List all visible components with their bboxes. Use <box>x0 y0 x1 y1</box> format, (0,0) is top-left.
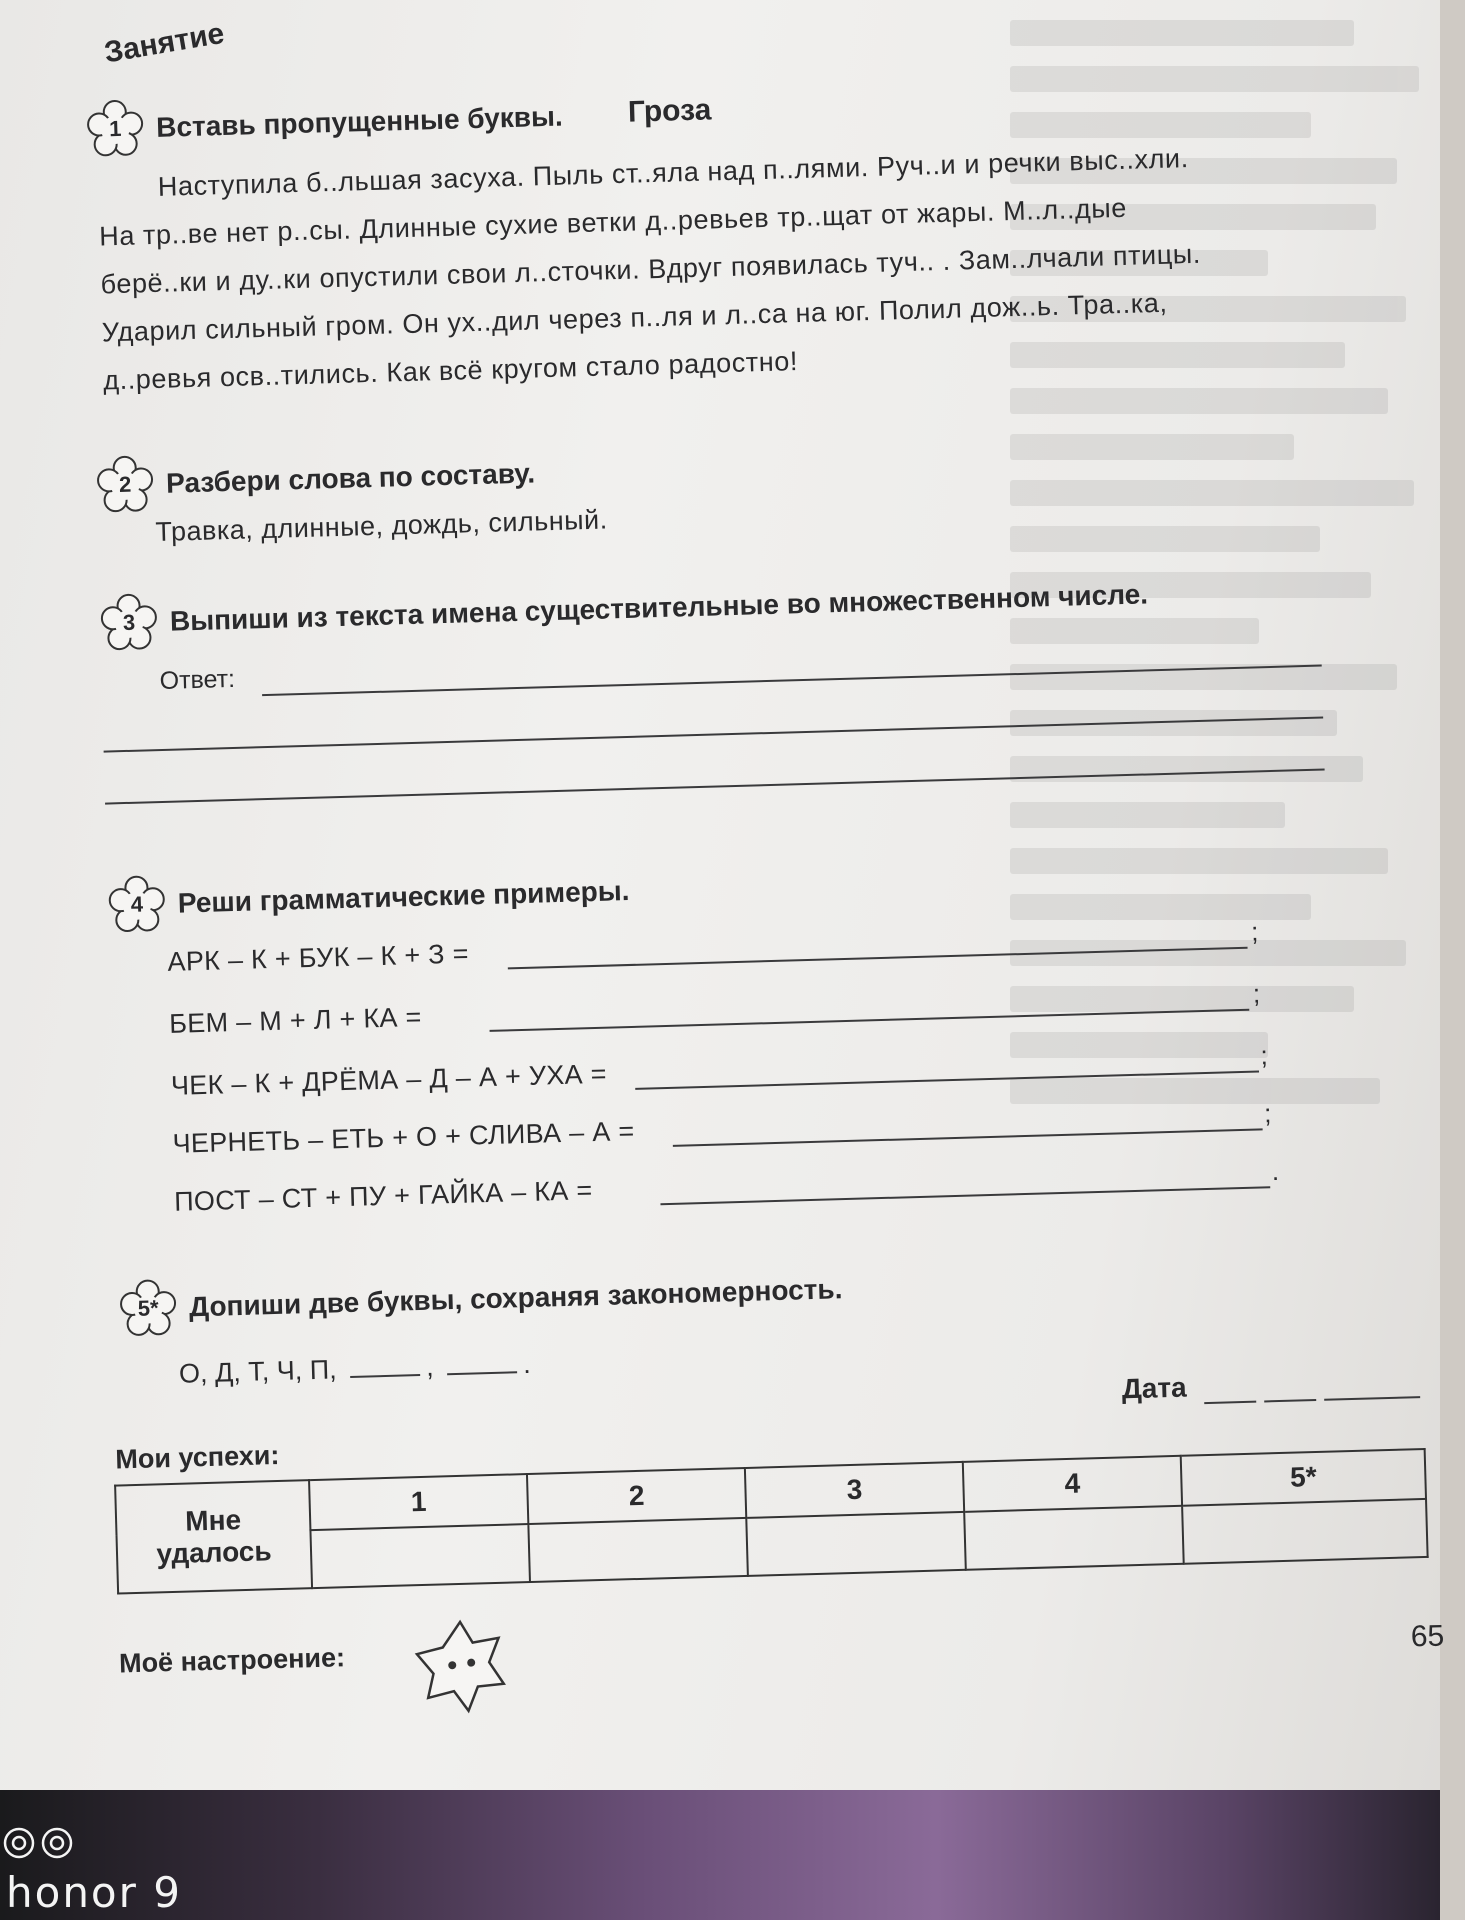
camera-watermark: honor 9 <box>6 1868 182 1917</box>
success-table <box>114 1448 1429 1595</box>
column-header: 3 <box>745 1462 964 1518</box>
sequence-end: . <box>522 1348 532 1380</box>
task-3-header <box>99 565 1149 652</box>
task-title: Допиши две буквы, сохраняя закономерность. <box>188 1273 843 1323</box>
equation: ЧЕК – К + ДРЁМА – Д – А + УХА = <box>170 1058 608 1101</box>
task-number-badge: 3 <box>99 593 159 653</box>
task-number-badge: 4 <box>107 875 167 935</box>
column-header: 1 <box>309 1474 528 1530</box>
sequence-blank[interactable] <box>350 1374 420 1378</box>
task-2-words: Травка, длинные, дождь, сильный. <box>155 504 609 548</box>
equation: БЕМ – М + Л + КА = <box>168 1001 422 1039</box>
date-month-blank[interactable] <box>1264 1399 1316 1402</box>
lesson-label: Занятие <box>101 16 227 70</box>
sequence-prefix: О, Д, Т, Ч, П, <box>178 1354 338 1389</box>
equation-end: ; <box>1250 916 1259 947</box>
equation-end: ; <box>1260 1040 1269 1071</box>
camera-watermark-icon <box>2 1826 122 1860</box>
equation-answer-line[interactable] <box>660 1186 1270 1205</box>
task-1-header <box>85 88 563 159</box>
row-header: Мне удалось <box>115 1480 312 1593</box>
task-number-badge: 5* <box>118 1279 178 1339</box>
column-header: 4 <box>963 1456 1182 1512</box>
mood-label: Моё настроение: <box>118 1642 346 1679</box>
story-text <box>97 132 1283 405</box>
date-label: Дата <box>1121 1371 1188 1405</box>
letter-sequence <box>179 1349 531 1390</box>
task-title: Вставь пропущенные буквы. <box>155 100 564 143</box>
success-cell[interactable] <box>528 1518 748 1582</box>
success-cell[interactable] <box>310 1524 530 1588</box>
page-number: 65 <box>1410 1619 1445 1654</box>
success-cell[interactable] <box>964 1506 1184 1570</box>
equation-answer-line[interactable] <box>635 1070 1259 1089</box>
story-line: Наступила б..льшая засуха. Пыль ст..яла над п..лями. Руч..и и речки выс..хли. <box>157 143 1190 202</box>
mood-face-icon[interactable] <box>410 1616 513 1719</box>
success-cell[interactable] <box>746 1512 966 1576</box>
sequence-blank[interactable] <box>447 1371 517 1375</box>
date-year-blank[interactable] <box>1324 1396 1420 1401</box>
task-title: Выпиши из текста имена существительные во множественном числе. <box>169 578 1149 637</box>
successes-label: Мои успехи: <box>114 1439 280 1475</box>
answer-label: Ответ: <box>159 664 236 695</box>
story-line: д..ревья осв..тились. Как всё кругом стало радостно! <box>102 346 799 396</box>
answer-line[interactable] <box>262 665 1322 697</box>
story-title: Гроза <box>627 93 712 129</box>
story-line: берё..ки и ду..ки опустили свои л..сточки. Вдруг появилась туч.. . Зам..лчали птицы. <box>100 238 1202 300</box>
equation-answer-line[interactable] <box>508 947 1248 970</box>
task-5-header <box>118 1260 843 1338</box>
story-line: На тр..ве нет р..сы. Длинные сухие ветки д..ревьев тр..щат от жары. М..л..дые <box>98 192 1128 252</box>
date-day-blank[interactable] <box>1204 1401 1256 1404</box>
task-2-header <box>95 444 536 514</box>
equation: ПОСТ – СТ + ПУ + ГАЙКА – КА = <box>173 1175 593 1217</box>
answer-line[interactable] <box>104 717 1324 753</box>
background-fabric <box>0 1790 1440 1920</box>
task-4-header <box>107 862 630 935</box>
equation-end: ; <box>1252 978 1261 1009</box>
equation-answer-line[interactable] <box>673 1128 1263 1146</box>
answer-line[interactable] <box>105 769 1325 805</box>
task-title: Реши грамматические примеры. <box>177 874 630 919</box>
equation: АРК – К + БУК – К + З = <box>167 938 470 977</box>
story-line: Ударил сильный гром. Он ух..дил через п..ля и л..са на юг. Полил дож..ь. Тра..ка, <box>101 287 1168 348</box>
success-cell[interactable] <box>1182 1499 1428 1564</box>
equation-end: ; <box>1263 1098 1272 1129</box>
column-header: 2 <box>527 1468 746 1524</box>
task-number-badge: 2 <box>95 455 155 515</box>
equation-answer-line[interactable] <box>490 1009 1250 1032</box>
equation: ЧЕРНЕТЬ – ЕТЬ + О + СЛИВА – А = <box>172 1115 635 1159</box>
equation-end: . <box>1271 1155 1280 1187</box>
task-title: Разбери слова по составу. <box>165 457 536 499</box>
sequence-separator: , <box>425 1351 435 1382</box>
task-number-badge: 1 <box>85 99 145 159</box>
column-header: 5* <box>1181 1449 1426 1506</box>
